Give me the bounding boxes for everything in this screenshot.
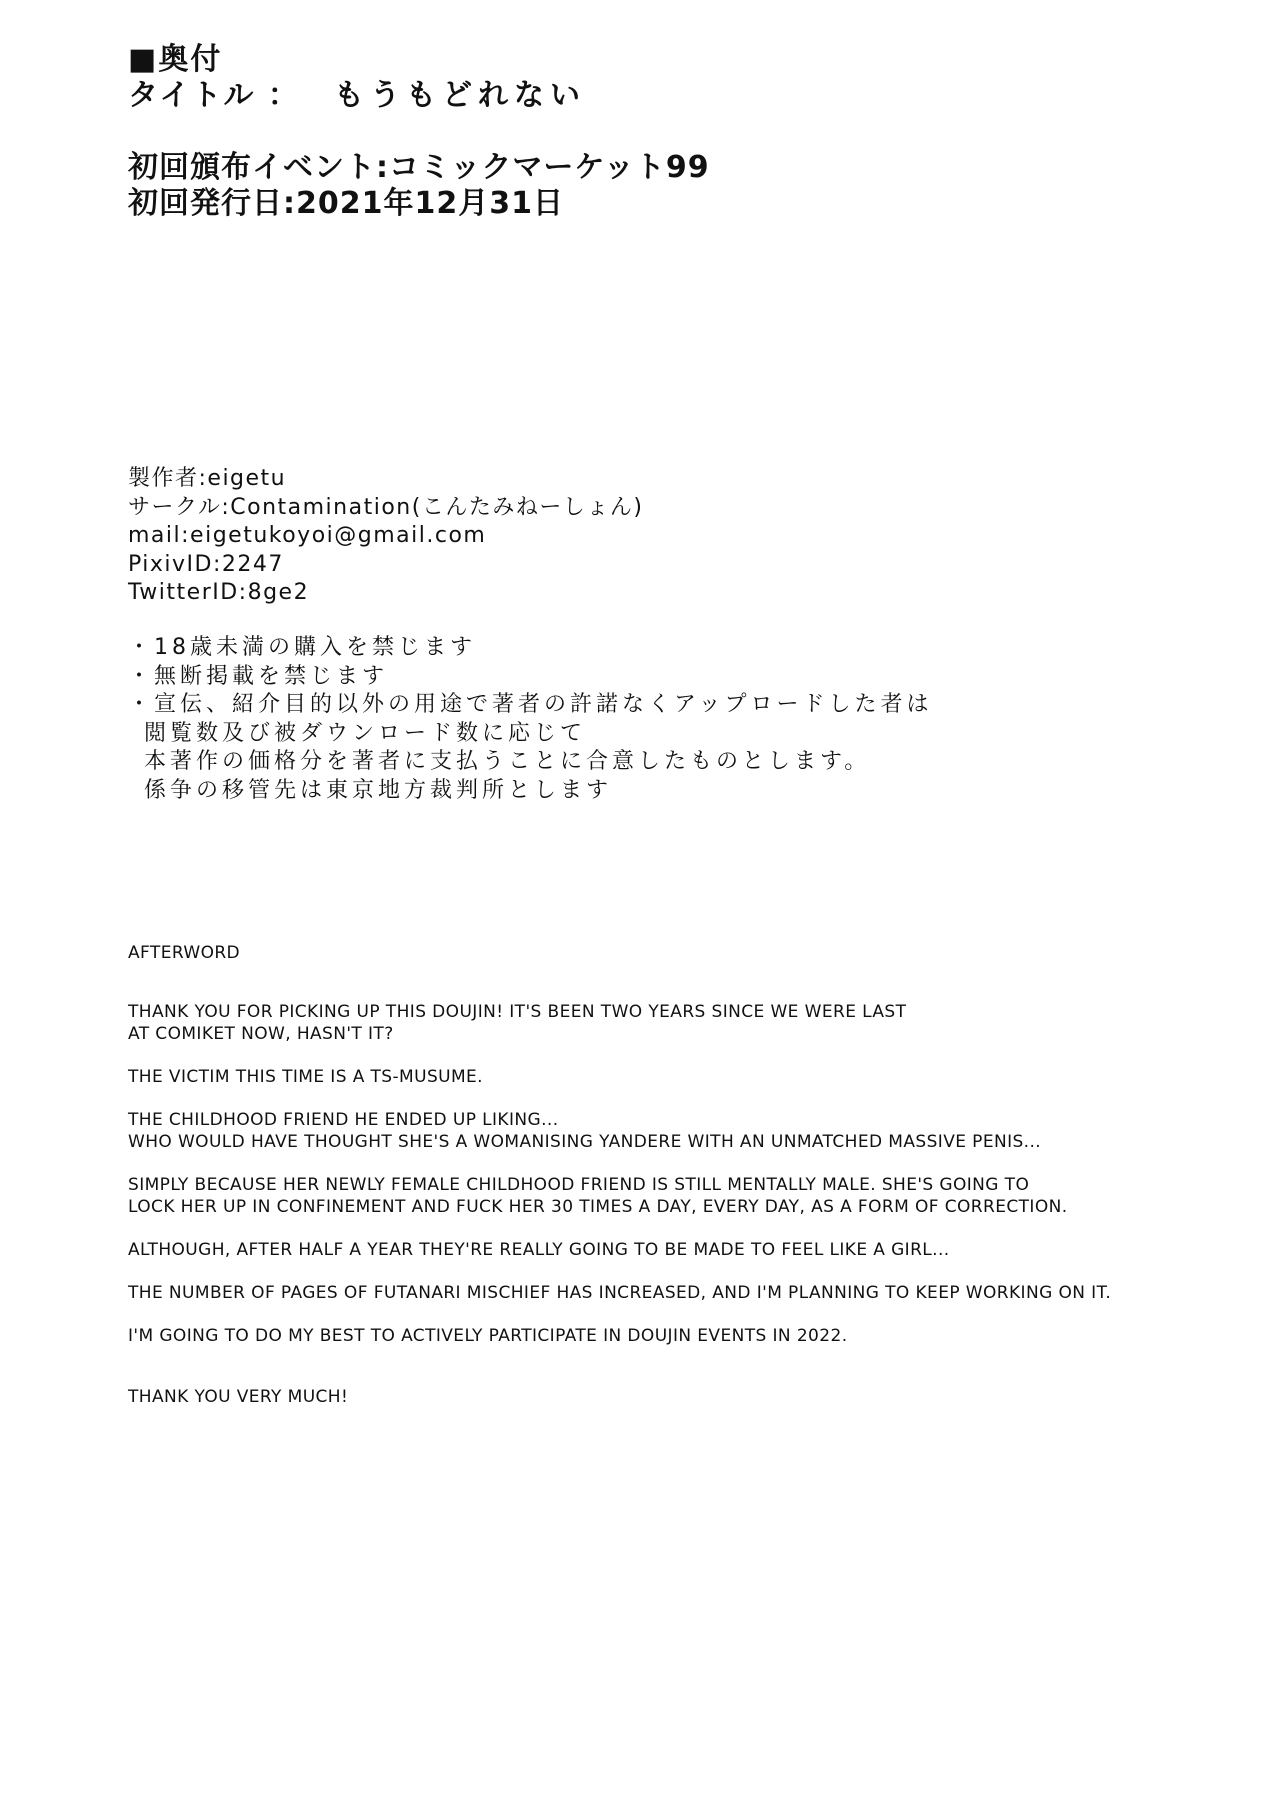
title-label: タイトル ： (128, 78, 300, 113)
author-line: 製作者:eigetu (128, 466, 287, 491)
mail-line: mail:eigetukoyoi@gmail.com (128, 523, 487, 548)
notice-upload-l4: 係争の移管先は東京地方裁判所とします (144, 777, 613, 803)
colophon-heading: ■奥付 (128, 42, 223, 77)
title-line (128, 78, 586, 114)
afterword-p4-line1: SIMPLY BECAUSE HER NEWLY FEMALE CHILDHOOD FRIEND IS STILL MENTALLY MALE. SHE'S GOING TO (128, 1175, 1030, 1195)
afterword-closing: THANK YOU VERY MUCH! (128, 1387, 349, 1407)
notice-upload-l3: 本著作の価格分を著者に支払うことに合意したものとします。 (144, 749, 871, 774)
afterword-paragraph-6: THE NUMBER OF PAGES OF FUTANARI MISCHIEF HAS INCREASED, AND I'M PLANNING TO KEEP WORKING ON IT. (128, 1283, 1112, 1303)
twitter-line: TwitterID:8ge2 (128, 580, 310, 605)
notice-age: ・18歳未満の購入を禁じます (128, 635, 476, 660)
event-info (128, 150, 710, 222)
afterword-paragraph-5: ALTHOUGH, AFTER HALF A YEAR THEY'RE REALLY GOING TO BE MADE TO FEEL LIKE A GIRL... (128, 1240, 950, 1260)
afterword-paragraph-7: I'M GOING TO DO MY BEST TO ACTIVELY PARTICIPATE IN DOUJIN EVENTS IN 2022. (128, 1326, 848, 1346)
credits (128, 465, 643, 608)
afterword (128, 942, 1168, 1429)
circle-line: サークル:Contamination(こんたみねーしょん) (128, 494, 644, 520)
afterword-paragraph-2: THE VICTIM THIS TIME IS A TS-MUSUME. (128, 1067, 483, 1087)
afterword-paragraph-3 (128, 1109, 1168, 1153)
afterword-p3-line2: WHO WOULD HAVE THOUGHT SHE'S A WOMANISING YANDERE WITH AN UNMATCHED MASSIVE PENIS... (128, 1132, 1042, 1152)
notice-upload-l1: ・宣伝、紹介目的以外の用途で著者の許諾なくアップロードした者は (128, 692, 933, 717)
afterword-p3-line1: THE CHILDHOOD FRIEND HE ENDED UP LIKING... (128, 1110, 559, 1130)
afterword-p4-line2: LOCK HER UP IN CONFINEMENT AND FUCK HER 30 TIMES A DAY, EVERY DAY, AS A FORM OF CORRECTION. (128, 1197, 1068, 1217)
pixiv-line: PixivID:2247 (128, 551, 284, 577)
first-event: 初回頒布イベント:コミックマーケット99 (128, 150, 710, 185)
colophon-header (128, 42, 586, 114)
title-value: もうもどれない (334, 78, 586, 113)
first-date: 初回発行日:2021年12月31日 (128, 186, 564, 221)
afterword-p1-line2: AT COMIKET NOW, HASN'T IT? (128, 1024, 394, 1044)
notices (128, 634, 932, 805)
notice-repost: ・無断掲載を禁じます (128, 663, 389, 689)
afterword-paragraph-4 (128, 1174, 1168, 1218)
afterword-title: AFTERWORD (128, 943, 241, 963)
afterword-paragraph-1 (128, 1001, 1168, 1045)
afterword-p1-line1: THANK YOU FOR PICKING UP THIS DOUJIN! IT'S BEEN TWO YEARS SINCE WE WERE LAST (128, 1002, 907, 1022)
notice-upload-l2: 閲覧数及び被ダウンロード数に応じて (144, 720, 587, 746)
